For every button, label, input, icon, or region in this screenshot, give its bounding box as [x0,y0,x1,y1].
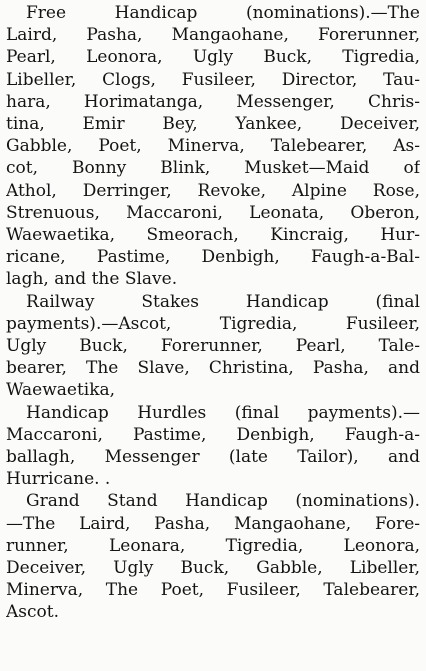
text-line: Athol, Derringer, Revoke, Alpine Rose, [6,180,420,201]
text-line: Laird, Pasha, Mangaohane, Forerunner, [6,25,420,46]
text-line: Gabble, Poet, Minerva, Talebearer, As- [6,136,420,157]
free-handicap-paragraph [6,2,420,291]
text-line: —The Laird, Pasha, Mangaohane, Fore- [6,513,420,534]
text-line: cot, Bonny Blink, Musket—Maid of [6,158,420,179]
text-line: Deceiver, Ugly Buck, Gabble, Libeller, [6,558,420,579]
text-line: lagh, and the Slave. [6,269,178,290]
text-line: Libeller, Clogs, Fusileer, Director, Tau- [6,69,420,90]
text-line: payments).—Ascot, Tigredia, Fusileer, [6,313,420,334]
text-line: bearer, The Slave, Christina, Pasha, and [6,358,420,379]
text-line: Hurricane. . [6,469,111,490]
text-line: ballagh, Messenger (late Tailor), and [6,447,420,468]
text-line: runner, Leonara, Tigredia, Leonora, [6,535,420,556]
text-line: Pearl, Leonora, Ugly Buck, Tigredia, [6,47,420,68]
text-line: hara, Horimatanga, Messenger, Chris- [6,91,420,112]
text-line: tina, Emir Bey, Yankee, Deceiver, [6,114,420,135]
text-line: Waewaetika, Smeorach, Kincraig, Hur- [6,225,420,246]
text-line: Ascot. [6,602,59,623]
text-line: ricane, Pastime, Denbigh, Faugh-a-Bal- [6,247,420,268]
text-line: Ugly Buck, Forerunner, Pearl, Tale- [6,336,420,357]
grand-stand-handicap-paragraph [6,490,420,623]
text-line: Railway Stakes Handicap (final [26,291,420,312]
text-line: Waewaetika, [6,380,116,401]
text-line: Minerva, The Poet, Fusileer, Talebearer, [6,580,420,601]
text-line: Maccaroni, Pastime, Denbigh, Faugh-a- [6,424,420,445]
text-line: Grand Stand Handicap (nominations). [26,491,420,512]
handicap-hurdles-paragraph [6,402,420,491]
text-line: Strenuous, Maccaroni, Leonata, Oberon, [6,202,420,223]
railway-stakes-paragraph [6,291,420,402]
text-line: Free Handicap (nominations).—The [26,3,420,23]
text-line: Handicap Hurdles (final payments).— [26,402,420,423]
